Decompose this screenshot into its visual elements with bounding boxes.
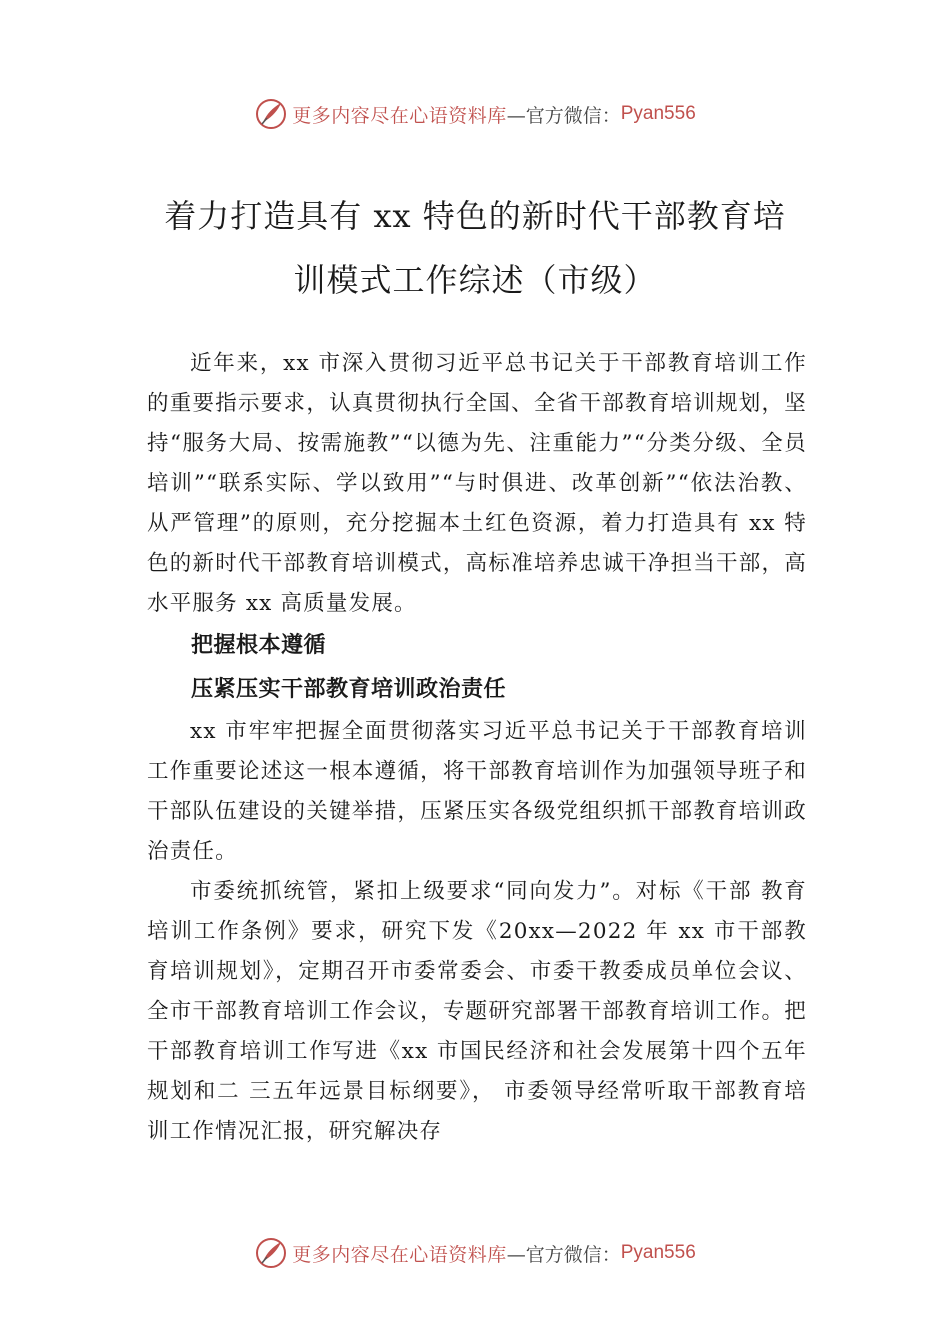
- document-title: [140, 184, 810, 312]
- watermark-separator: —官方微信：: [506, 104, 621, 127]
- watermark-account: Pyan556: [620, 1242, 696, 1263]
- section-heading: 把握根本遵循: [191, 633, 327, 658]
- title-line-2: 训模式工作综述（市级）: [293, 261, 657, 299]
- watermark-separator: —官方微信：: [506, 1243, 621, 1266]
- subsection-heading: 压紧压实干部教育培训政治责任: [191, 677, 507, 702]
- watermark-banner-bottom: [0, 1233, 950, 1273]
- quill-pen-logo-icon: [254, 1236, 288, 1270]
- document-body: [147, 344, 807, 1152]
- body-paragraph-2: 市委统抓统管，紧扣上级要求“同向发力”。对标《干部 教育培训工作条例》要求，研究下发《20xx—2022 年 xx 市干部教育培训规划》，定期召开市委常委会、市委干教委成员单位会议、全市干部教育培训工作会议，专题研究部署干部教育培训工作。把干部教育培训工作写进《xx 市国民经济和社会发展第十四个五年规划和二 三五年远景目标纲要》， 市委领导经常听取干部教育培训工作情况汇报，研究解决存: [147, 879, 807, 1144]
- watermark-brand: 更多内容尽在心语资料库: [292, 1243, 507, 1266]
- watermark-account: Pyan556: [620, 103, 696, 124]
- watermark-brand: 更多内容尽在心语资料库: [292, 104, 507, 127]
- title-line-1: 着力打造具有 xx 特色的新时代干部教育培: [164, 197, 786, 235]
- intro-paragraph: 近年来，xx 市深入贯彻习近平总书记关于干部教育培训工作的重要指示要求，认真贯彻执行全国、全省干部教育培训规划，坚持“服务大局、按需施教”“以德为先、注重能力”“分类分级、全员培训”“联系实际、学以致用”“与时俱进、改革创新”“依法治教、从严管理”的原则，充分挖掘本土红色资源，着力打造具有 xx 特色的新时代干部教育培训模式，高标准培养忠诚干净担当干部，高水平服务 xx 高质量发展。: [147, 351, 807, 616]
- body-paragraph-1: xx 市牢牢把握全面贯彻落实习近平总书记关于干部教育培训工作重要论述这一根本遵循，将干部教育培训作为加强领导班子和干部队伍建设的关键举措，压紧压实各级党组织抓干部教育培训政治责任。: [147, 719, 807, 864]
- watermark-banner-top: [0, 94, 950, 134]
- quill-pen-logo-icon: [254, 97, 288, 131]
